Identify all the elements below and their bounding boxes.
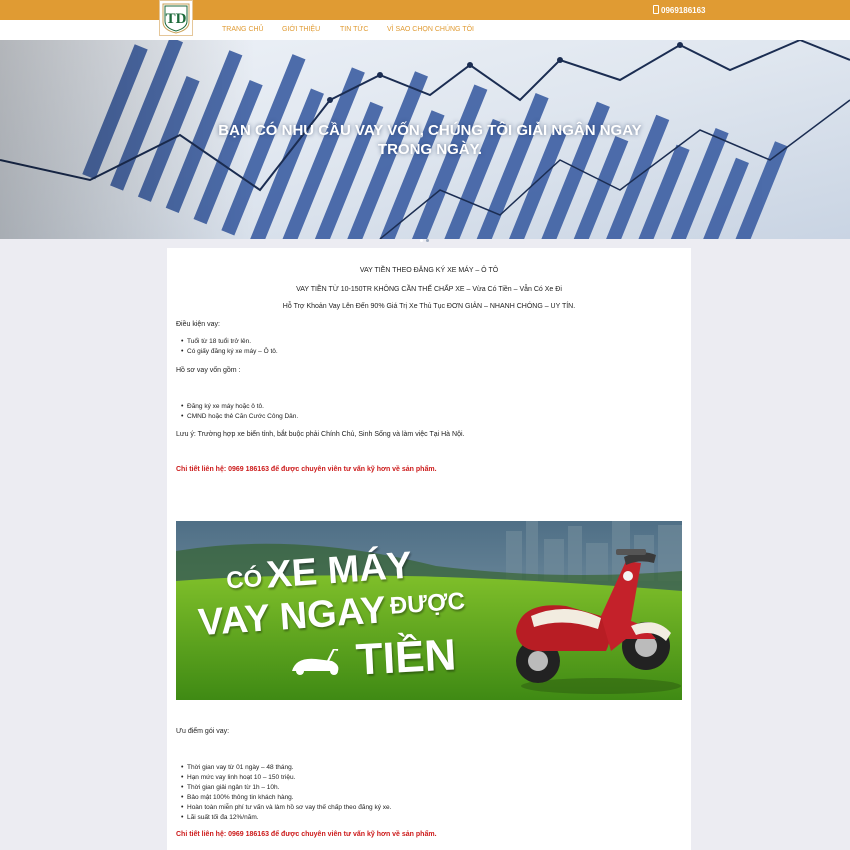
banner-word-co: CÓ bbox=[225, 565, 264, 595]
contact-line-2[interactable]: Chi tiết liên hệ: 0969 186163 để được chuyên viên tư vấn kỹ hơn về sản phẩm. bbox=[176, 831, 437, 838]
hero-slider[interactable] bbox=[0, 40, 850, 239]
header-phone-number: 0969186163 bbox=[661, 6, 706, 15]
promo-banner bbox=[176, 521, 682, 700]
nav-news[interactable]: TIN TỨC bbox=[340, 26, 369, 33]
banner-word-xe-may: XE MÁY bbox=[265, 544, 414, 597]
docs-label: Hồ sơ vay vốn gồm : bbox=[176, 367, 241, 374]
docs-list bbox=[187, 402, 298, 422]
list-item: • Bảo mật 100% thông tin khách hàng. bbox=[187, 793, 391, 803]
list-item: • Đăng ký xe máy hoặc ô tô. bbox=[187, 402, 298, 412]
logo-emblem-icon bbox=[160, 1, 192, 35]
benefits-label: Ưu điểm gói vay: bbox=[176, 728, 230, 735]
list-item: • Thời gian giải ngân từ 1h – 10h. bbox=[187, 783, 391, 793]
logo-letters: TD bbox=[165, 11, 187, 27]
list-item: • Thời gian vay từ 01 ngày – 48 tháng. bbox=[187, 763, 391, 773]
list-item: • CMND hoặc thẻ Căn Cước Công Dân. bbox=[187, 412, 298, 422]
header-phone[interactable] bbox=[653, 5, 706, 15]
slider-dot[interactable] bbox=[426, 239, 429, 242]
slider-dots bbox=[420, 229, 432, 247]
list-item: • Tuổi từ 18 tuổi trở lên. bbox=[187, 337, 278, 347]
list-item: • Có giấy đăng ký xe máy – Ô tô. bbox=[187, 347, 278, 357]
slider-dot-active[interactable] bbox=[420, 239, 423, 242]
banner-word-tien: TIỀN bbox=[354, 630, 458, 685]
article-heading-3: Hỗ Trợ Khoản Vay Lên Đến 90% Giá Trị Xe Thủ Tục ĐƠN GIẢN – NHANH CHÓNG – UY TÍN. bbox=[282, 303, 576, 310]
hero-title: BẠN CÓ NHU CẦU VAY VỐN, CHÚNG TÔI GIẢI NGÂN NGAY TRONG NGÀY. bbox=[218, 122, 642, 158]
top-bar bbox=[0, 0, 850, 20]
banner-scooter-icon bbox=[288, 649, 348, 675]
contact-line-1[interactable]: Chi tiết liên hệ: 0969 186163 để được chuyên viên tư vấn kỹ hơn về sản phẩm. bbox=[176, 466, 437, 473]
benefits-list bbox=[187, 763, 391, 823]
list-item: • Hoàn toàn miễn phí tư vấn và làm hồ sơ vay thế chấp theo đăng ký xe. bbox=[187, 803, 391, 813]
nav-about[interactable]: GIỚI THIỆU bbox=[282, 26, 321, 33]
banner-word-vay-ngay: VAY NGAY bbox=[196, 589, 388, 645]
phone-icon bbox=[653, 5, 659, 14]
list-item: • Hạn mức vay linh hoạt 10 – 150 triệu. bbox=[187, 773, 391, 783]
conditions-list bbox=[187, 337, 278, 357]
article-note: Lưu ý: Trường hợp xe biển tỉnh, bắt buộc phải Chính Chủ, Sinh Sống và làm việc Tại Hà Nội. bbox=[176, 431, 465, 438]
article-heading-1: VAY TIỀN THEO ĐĂNG KÝ XE MÁY – Ô TÔ bbox=[359, 267, 499, 274]
conditions-label: Điều kiện vay: bbox=[176, 321, 220, 328]
list-item: • Lãi suất tối đa 12%/năm. bbox=[187, 813, 391, 823]
site-logo[interactable] bbox=[159, 0, 193, 36]
article-heading-2: VAY TIỀN TỪ 10-150TR KHÔNG CẦN THẾ CHẤP XE – Vừa Có Tiền – Vẫn Có Xe Đi bbox=[296, 286, 562, 293]
nav-home[interactable]: TRANG CHỦ bbox=[222, 26, 264, 33]
nav-why-us[interactable]: VÌ SAO CHỌN CHÚNG TÔI bbox=[387, 26, 474, 33]
banner-word-duoc: ĐƯỢC bbox=[389, 587, 466, 620]
content-card bbox=[167, 248, 691, 850]
